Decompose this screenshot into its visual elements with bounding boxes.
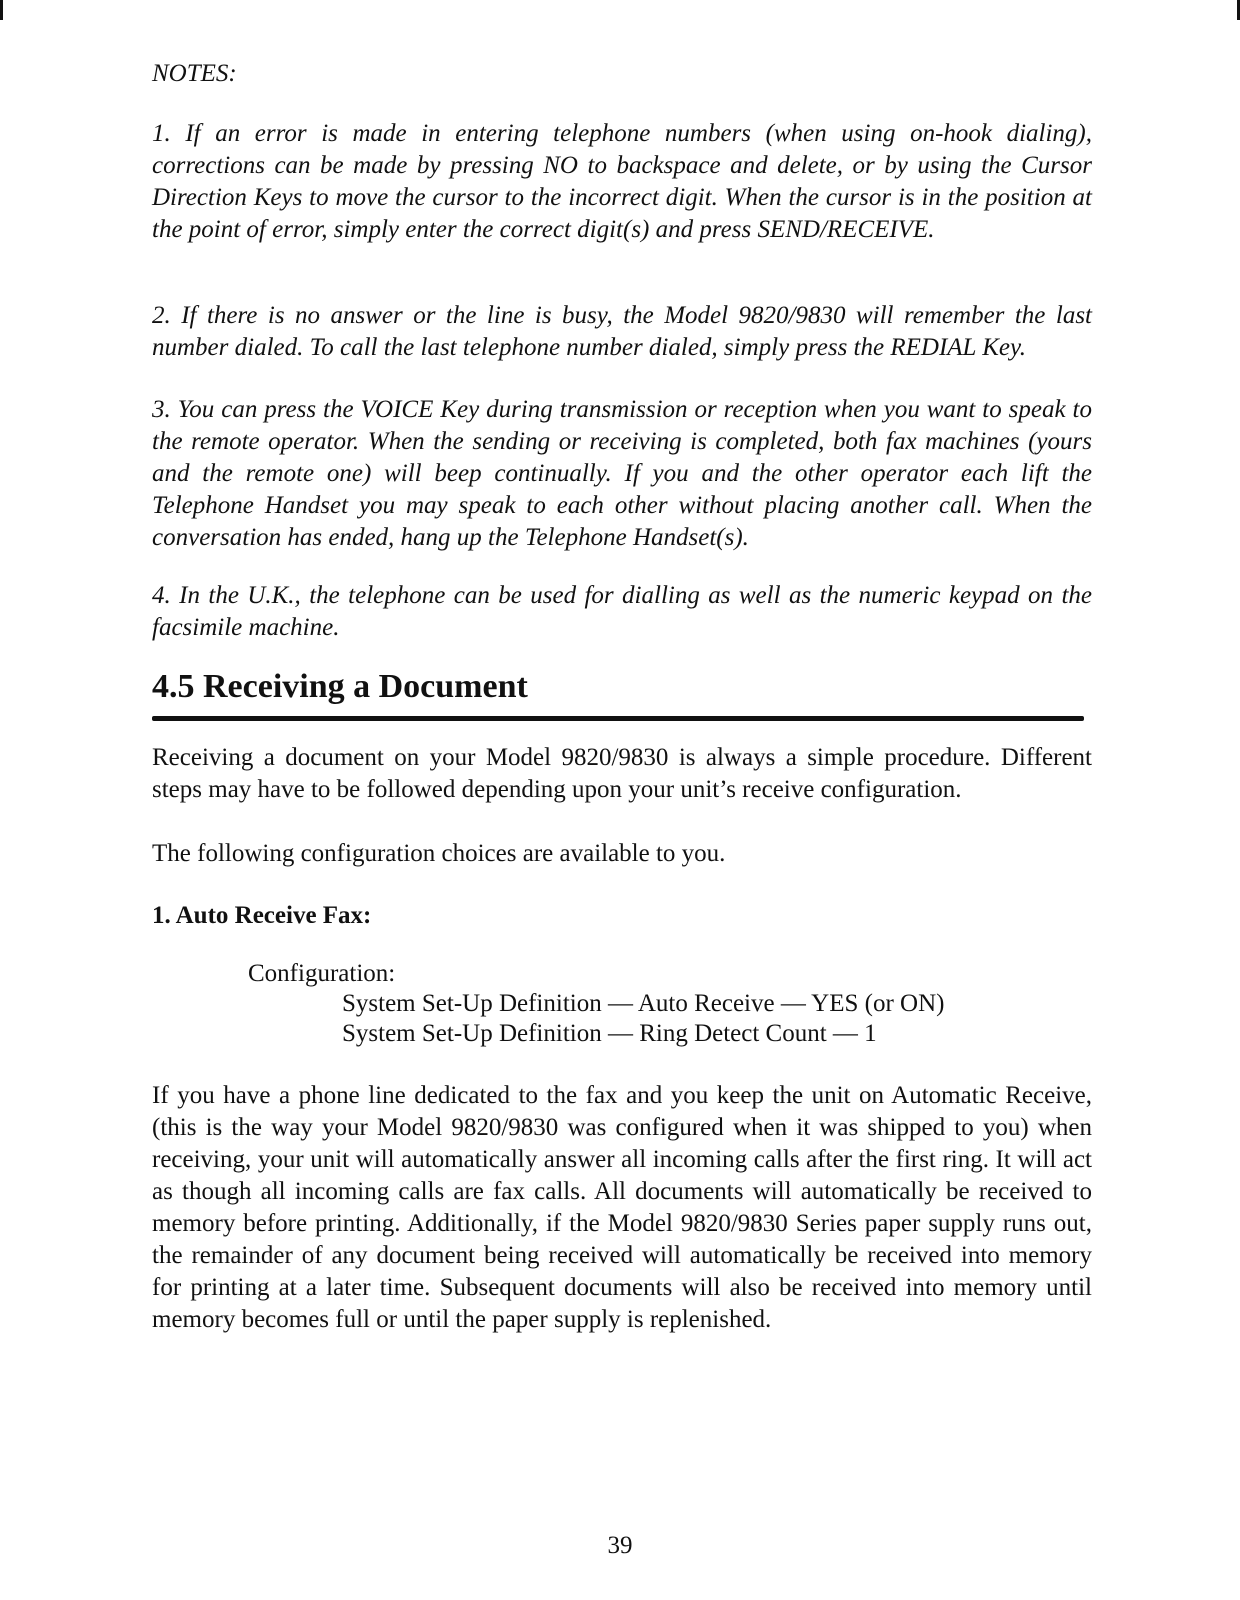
note-1: 1. If an error is made in entering telephone numbers (when using on-hook dialing), corrections can be made by pressing NO to backspace and delete, or by using the Cursor Direction Keys to move the cursor to the incorrect digit. When the cursor is in the position at the point of error, simply enter the correct digit(s) and press SEND/RECEIVE. [152,120,1092,243]
page-number: 39 [607,1532,633,1559]
config-line-ring-detect: System Set-Up Definition — Ring Detect Count — 1 [342,1020,877,1047]
section-title: 4.5 Receiving a Document [152,668,528,705]
note-3: 3. You can press the VOICE Key during transmission or reception when you want to speak to the remote operator. When the sending or receiving is completed, both fax machines (yours and the remote one) will beep continually. If you and the other operator each lift the Telephone Handset you may speak to each other without placing another call. When the conversation has ended, hang up the Telephone Handset(s). [152,396,1092,551]
note-4: 4. In the U.K., the telephone can be used for dialling as well as the numeric keypad on the facsimile machine. [152,582,1092,641]
choices-paragraph: The following configuration choices are available to you. [152,840,726,867]
note-2: 2. If there is no answer or the line is busy, the Model 9820/9830 will remember the last number dialed. To call the last telephone number dialed, simply press the REDIAL Key. [152,302,1092,361]
configuration-label: Configuration: [248,960,396,987]
section-divider [152,716,1084,721]
auto-receive-heading: 1. Auto Receive Fax: [152,902,372,929]
intro-paragraph: Receiving a document on your Model 9820/9830 is always a simple procedure. Different steps may have to be followed depending upon your unit’s receive configuration. [152,744,1092,803]
left-edge-mark [0,0,3,20]
notes-heading: NOTES: [152,60,237,87]
auto-receive-description: If you have a phone line dedicated to the fax and you keep the unit on Automatic Receive, (this is the way your Model 9820/9830 was configured when it was shipped to you) when receiving, your unit will automatically answer all incoming calls after the first ring. It will act as though all incoming calls are fax calls. All documents will automatically be received to memory before printing. Additionally, if the Model 9820/9830 Series paper supply runs out, the remainder of any document being received will automatically be received into memory for printing at a later time. Subsequent documents will also be received into memory until memory becomes full or until the paper supply is replenished. [152,1082,1092,1333]
config-line-auto-receive: System Set-Up Definition — Auto Receive — YES (or ON) [342,990,945,1017]
